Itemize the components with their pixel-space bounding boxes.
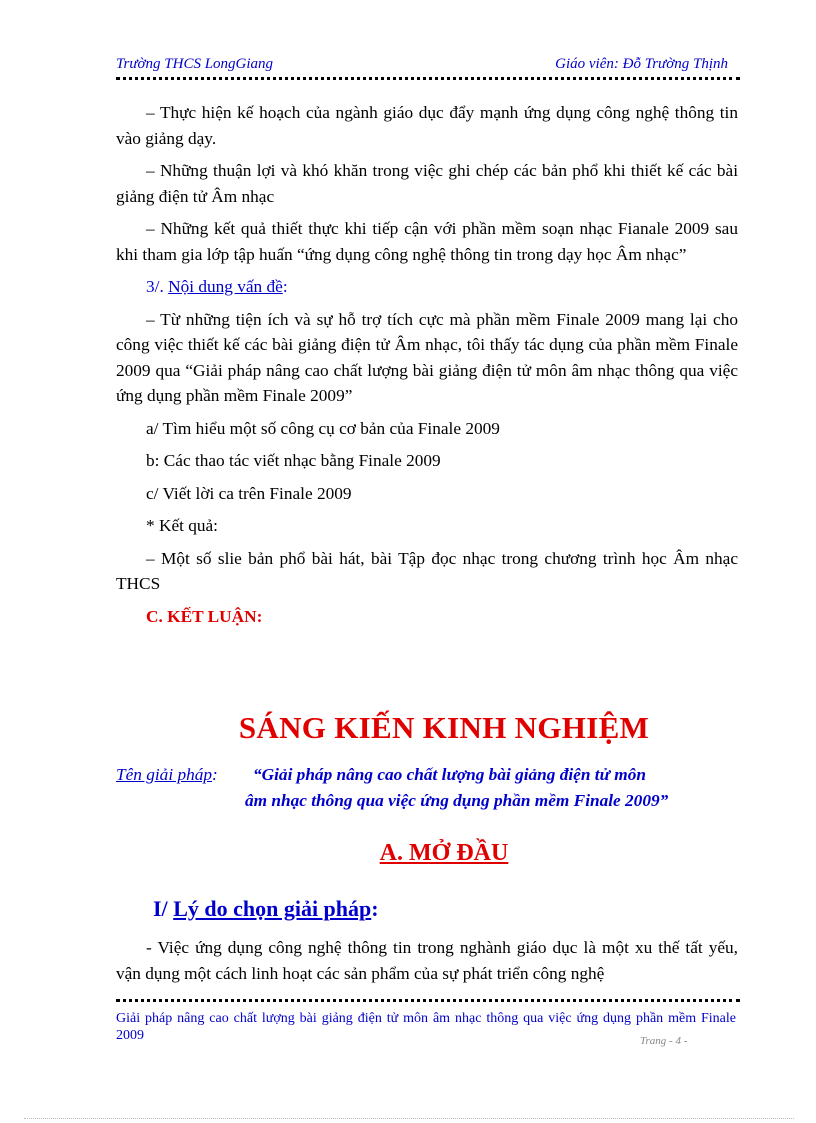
solution-line-1: “Giải pháp nâng cao chất lượng bài giảng điện tử môn (253, 765, 646, 784)
heading-colon: : (282, 277, 288, 296)
item-b: b: Các thao tác viết nhạc bằng Finale 2009 (146, 451, 441, 470)
solution-line-2: âm nhạc thông qua việc ứng dụng phần mềm Finale 2009” (245, 791, 669, 810)
paragraph-5: – Một số slie bản phổ bài hát, bài Tập đọc nhạc trong chương trình học Âm nhạc THCS (116, 548, 738, 593)
solution-label (116, 765, 218, 785)
paragraph-6: - Việc ứng dụng công nghệ thông tin trong nghành giáo dục là một xu thế tất yếu, vận dụng một cách linh hoạt các sản phẩm của sự phát triển công nghệ (116, 938, 738, 983)
solution-label-text: Tên giải pháp (116, 765, 213, 784)
header-teacher: Giáo viên: Đỗ Trường Thịnh (555, 56, 728, 72)
section-heading (116, 840, 772, 867)
footer-text: Giải pháp nâng cao chất lượng bài giảng điện tử môn âm nhạc thông qua việc ứng dụng phần mềm Finale 2009 (116, 1011, 736, 1043)
result-label: * Kết quả: (146, 516, 218, 535)
subsection-colon: : (371, 896, 379, 921)
paragraph-1: – Thực hiện kế hoạch của ngành giáo dục đẩy mạnh ứng dụng công nghệ thông tin vào giảng dạy. (116, 103, 738, 148)
footer-divider (116, 999, 740, 1002)
paragraph-2: – Những thuận lợi và khó khăn trong việc ghi chép các bản phổ khi thiết kế các bài giảng điện tử Âm nhạc (116, 161, 738, 206)
page-number: Trang - 4 - (640, 1035, 688, 1047)
solution-label-colon: : (212, 765, 218, 784)
heading-noi-dung (116, 274, 738, 300)
document-body-2 (116, 935, 738, 994)
page-title: SÁNG KIẾN KINH NGHIỆM (238, 710, 650, 745)
section-heading-text: A. MỞ ĐẦU (379, 840, 509, 866)
subsection-label: Lý do chọn giải pháp (173, 896, 372, 921)
paragraph-4: – Từ những tiện ích và sự hỗ trợ tích cực mà phần mềm Finale 2009 mang lại cho công việc thiết kế các bài giảng điện tử Âm nhạc, tôi thấy tác dụng của phần mềm Finale 2009 qua “Giải pháp nâng cao chất lượng bài giảng điện tử môn âm nhạc thông qua việc ứng dụng phần mềm Finale 2009” (116, 309, 738, 405)
subsection-heading (153, 896, 379, 922)
item-a: a/ Tìm hiểu một số công cụ cơ bản của Finale 2009 (146, 418, 500, 438)
heading-label: Nội dung vấn đề (168, 277, 283, 296)
heading-number: 3/. (146, 277, 169, 296)
paragraph-3: – Những kết quả thiết thực khi tiếp cận với phần mềm soạn nhạc Fianale 2009 sau khi tham gia lớp tập huấn “ứng dụng công nghệ thông tin trong dạy học Âm nhạc” (116, 219, 738, 264)
header-divider (116, 77, 740, 80)
conclusion-heading: C. KẾT LUẬN: (146, 606, 263, 626)
page-edge-dots (24, 1118, 794, 1119)
document-body (116, 100, 738, 636)
subsection-number: I/ (153, 896, 174, 921)
header-school: Trường THCS LongGiang (116, 56, 274, 72)
item-c: c/ Viết lời ca trên Finale 2009 (146, 483, 352, 503)
